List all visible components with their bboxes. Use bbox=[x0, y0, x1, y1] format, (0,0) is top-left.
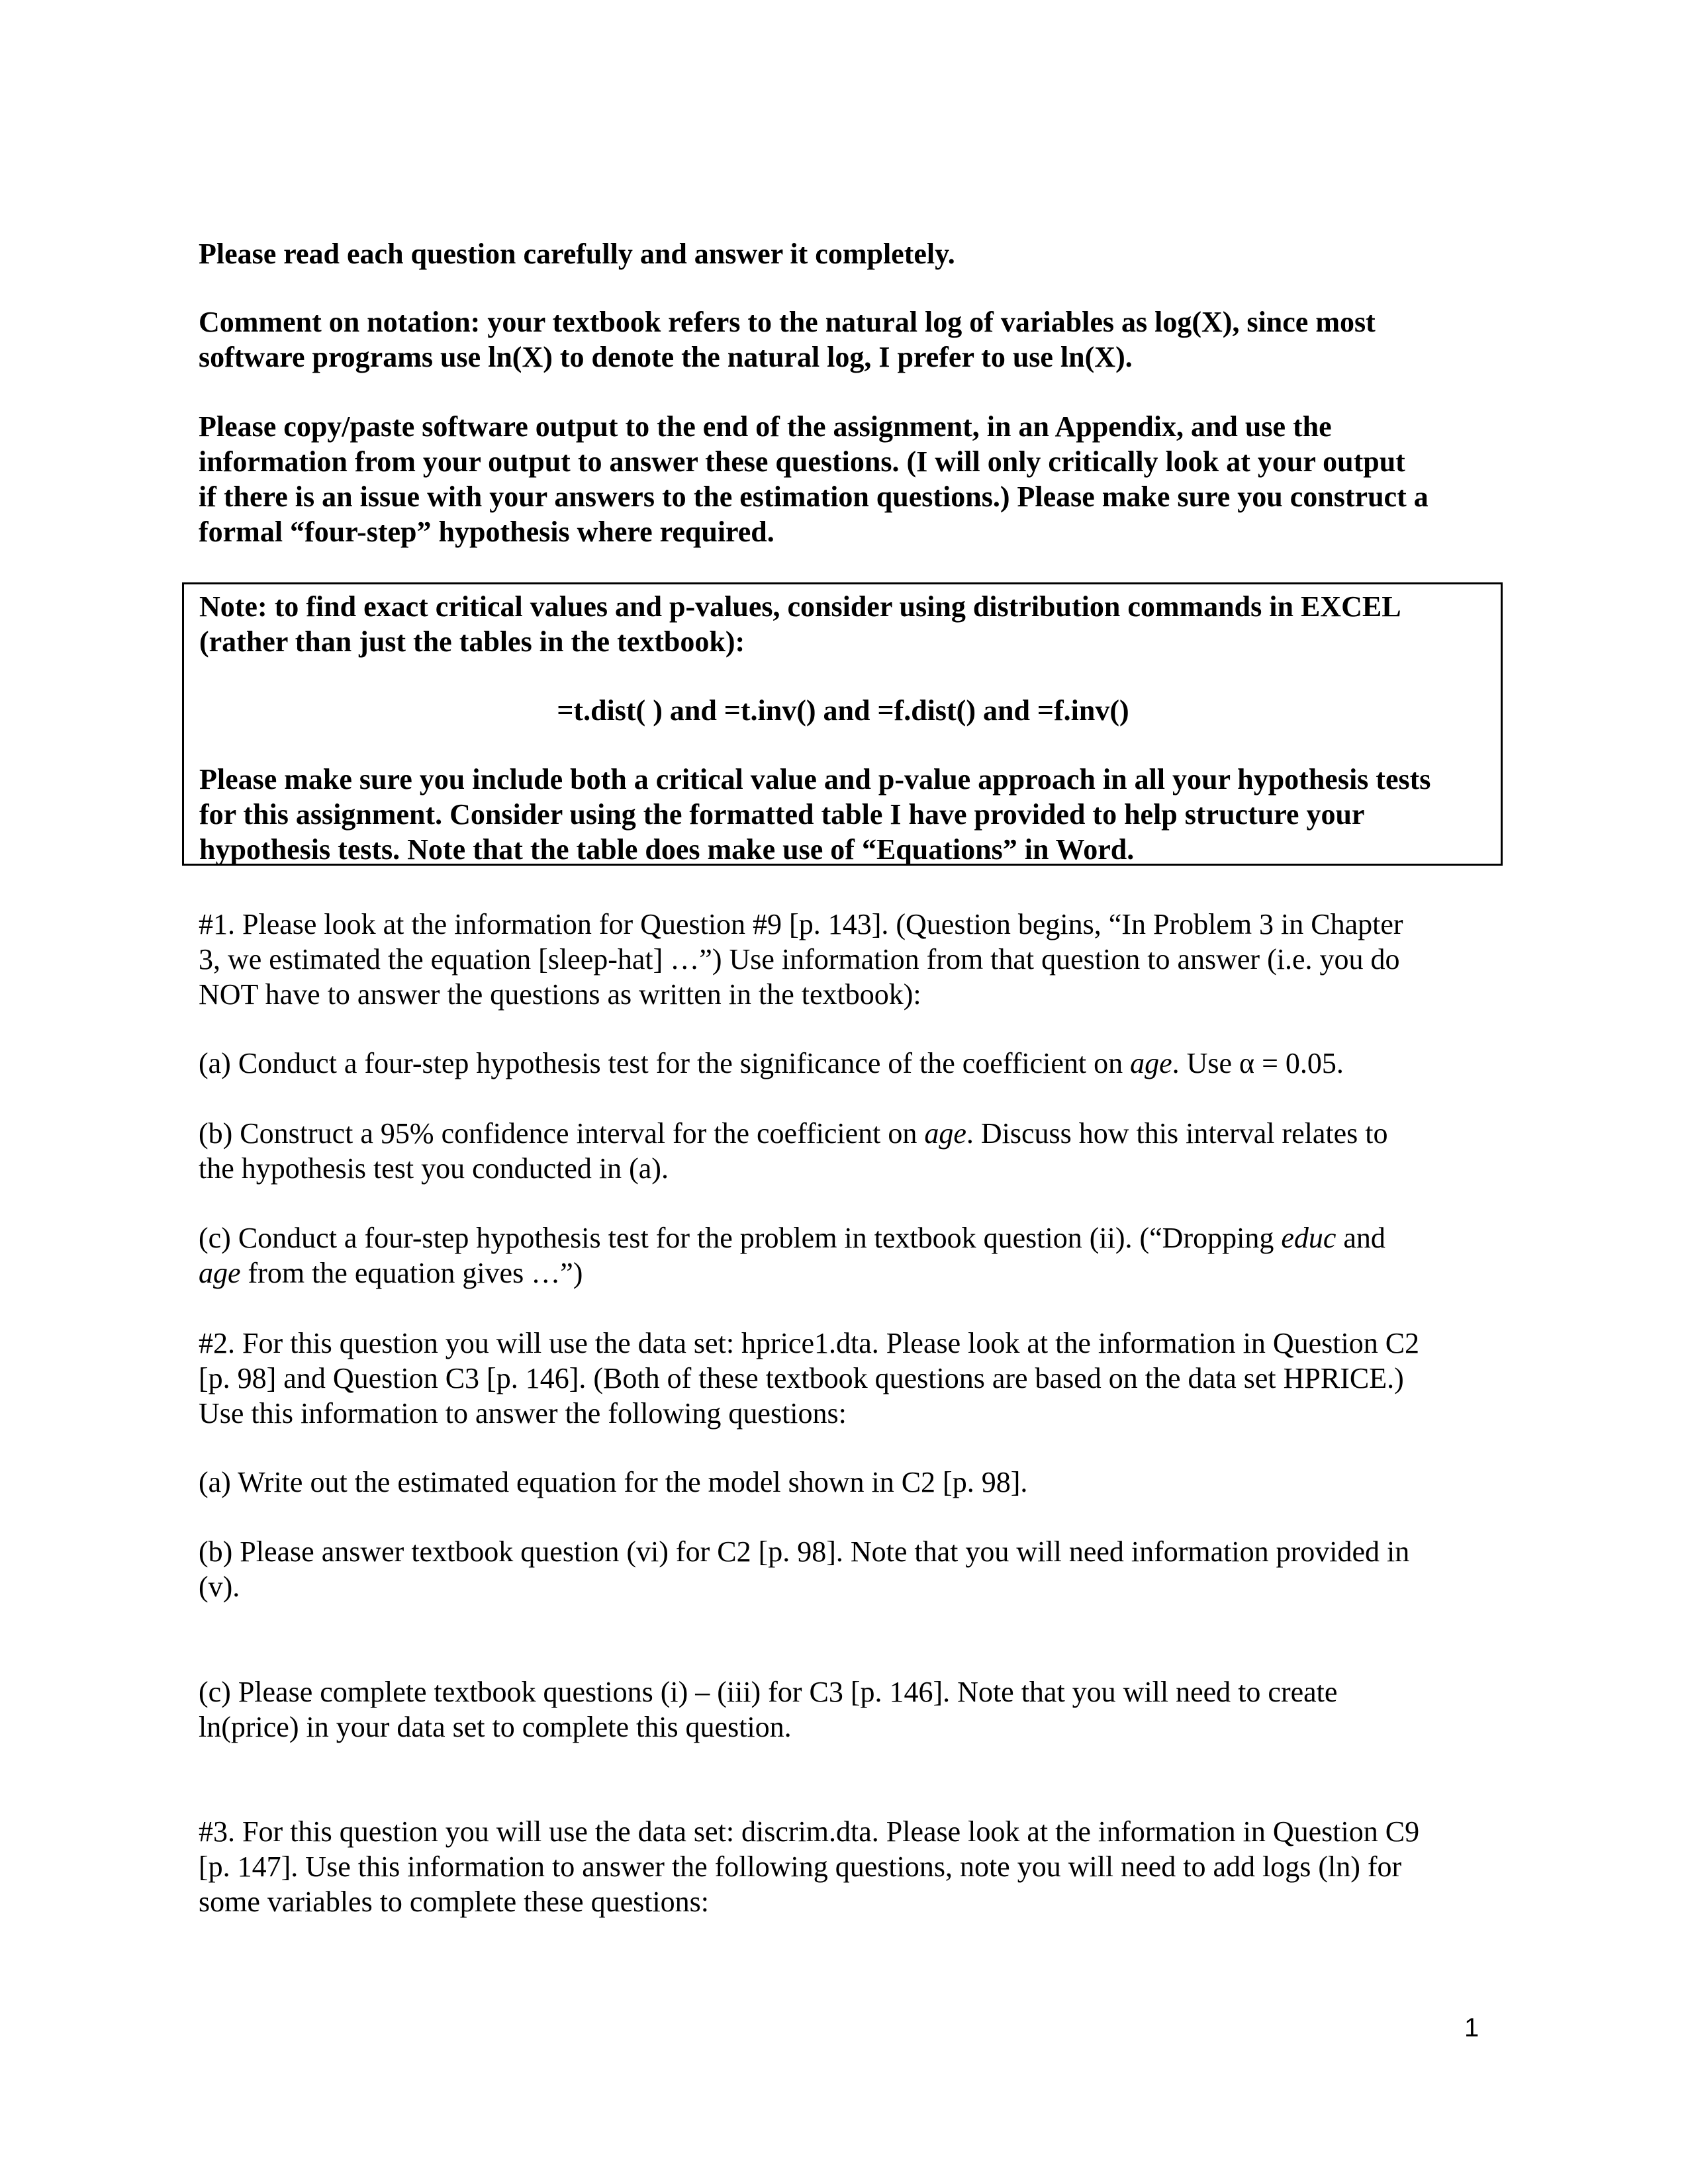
note-paragraph: Note: to find exact critical values and p-values, consider using distribution commands in EXCEL (rather than just the tables in the textbook): bbox=[199, 590, 1401, 658]
question-1c: (c) Conduct a four-step hypothesis test for the problem in textbook question (ii). (“Dropping educ and age from the equation gives …”) bbox=[199, 1222, 1385, 1289]
note-box bbox=[182, 582, 1503, 866]
page-number: 1 bbox=[1464, 2013, 1479, 2042]
excel-formulas-line: =t.dist( ) and =t.inv() and =f.dist() and =f.inv() bbox=[557, 694, 1129, 727]
question-2c: (c) Please complete textbook questions (i) – (iii) for C3 [p. 146]. Note that you will need to create ln(price) in your data set to complete this question. bbox=[199, 1676, 1338, 1743]
question-2-intro: #2. For this question you will use the data set: hprice1.dta. Please look at the information in Question C2 [p. 98] and Question C3 [p. 146]. (Both of these textbook questions are based on the data set HPRICE.) Use this information to answer the following questions: bbox=[199, 1327, 1420, 1430]
question-1a: (a) Conduct a four-step hypothesis test for the significance of the coefficient on age. Use α = 0.05. bbox=[199, 1047, 1344, 1079]
notation-comment-paragraph: Comment on notation: your textbook refers to the natural log of variables as log(X), since most software programs use ln(X) to denote the natural log, I prefer to use ln(X). bbox=[199, 306, 1376, 373]
question-1b: (b) Construct a 95% confidence interval for the coefficient on age. Discuss how this interval relates to the hypothesis test you conducted in (a). bbox=[199, 1117, 1388, 1185]
instruction-paragraph: Please read each question carefully and answer it completely. bbox=[199, 238, 955, 270]
copy-output-paragraph: Please copy/paste software output to the end of the assignment, in an Appendix, and use the information from your output to answer these questions. (I will only critically look at your output if there is an issue with your answers to the estimation questions.) Please make sure you construct a formal “four-step” hypothesis where required. bbox=[199, 410, 1429, 548]
question-3-intro: #3. For this question you will use the data set: discrim.dta. Please look at the information in Question C9 [p. 147]. Use this information to answer the following questions, note you will need to add logs (ln) for some variables to complete these questions: bbox=[199, 1815, 1420, 1918]
question-2b: (b) Please answer textbook question (vi) for C2 [p. 98]. Note that you will need information provided in (v). bbox=[199, 1535, 1410, 1603]
question-2a: (a) Write out the estimated equation for the model shown in C2 [p. 98]. bbox=[199, 1466, 1028, 1498]
note-approach-paragraph: Please make sure you include both a critical value and p-value approach in all your hypothesis tests for this assignment. Consider using the formatted table I have provided to help structure your hypothesis tests. Note that the table does make use of “Equations” in Word. bbox=[199, 763, 1431, 866]
question-1-intro: #1. Please look at the information for Question #9 [p. 143]. (Question begins, “In Problem 3 in Chapter 3, we estimated the equation [sleep-hat] …”) Use information from that question to answer (i.e. you do NOT have to answer the questions as written in the textbook): bbox=[199, 908, 1403, 1011]
